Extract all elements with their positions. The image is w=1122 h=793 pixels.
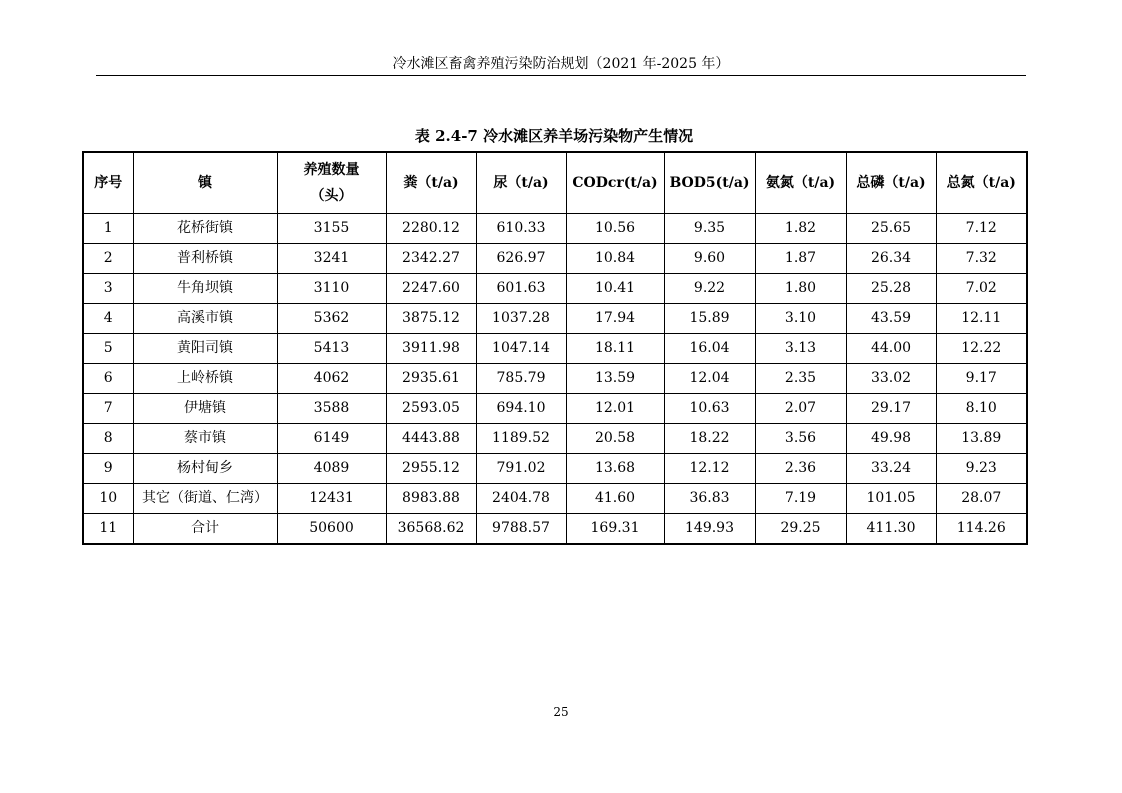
cell-count: 12431 <box>277 484 386 514</box>
cell-count: 3155 <box>277 214 386 244</box>
cell-ammonia: 3.56 <box>755 424 846 454</box>
cell-index: 3 <box>83 274 133 304</box>
cell-urine: 1189.52 <box>476 424 566 454</box>
cell-index: 5 <box>83 334 133 364</box>
cell-tp: 49.98 <box>846 424 936 454</box>
header-cell-tn: 总氮（t/a) <box>936 152 1027 214</box>
cell-town: 蔡市镇 <box>133 424 277 454</box>
cell-urine: 694.10 <box>476 394 566 424</box>
header-row <box>83 152 1027 214</box>
cell-count: 5413 <box>277 334 386 364</box>
table-row <box>83 274 1027 304</box>
cell-urine: 610.33 <box>476 214 566 244</box>
cell-town: 普利桥镇 <box>133 244 277 274</box>
cell-feces: 2247.60 <box>386 274 476 304</box>
cell-ammonia: 1.87 <box>755 244 846 274</box>
cell-town: 花桥街镇 <box>133 214 277 244</box>
cell-tp: 43.59 <box>846 304 936 334</box>
cell-index: 10 <box>83 484 133 514</box>
cell-codcr: 10.84 <box>566 244 664 274</box>
running-header: 冷水滩区畜禽养殖污染防治规划（2021 年-2025 年） <box>392 56 730 72</box>
cell-ammonia: 3.13 <box>755 334 846 364</box>
cell-feces: 3875.12 <box>386 304 476 334</box>
page-number: 25 <box>553 705 569 719</box>
cell-bod5: 9.60 <box>664 244 755 274</box>
cell-urine: 2404.78 <box>476 484 566 514</box>
cell-tp: 26.34 <box>846 244 936 274</box>
cell-count: 50600 <box>277 514 386 545</box>
cell-town: 其它（街道、仁湾） <box>133 484 277 514</box>
cell-urine: 601.63 <box>476 274 566 304</box>
cell-tp: 29.17 <box>846 394 936 424</box>
table-row <box>83 484 1027 514</box>
cell-count: 3241 <box>277 244 386 274</box>
cell-tp: 25.65 <box>846 214 936 244</box>
cell-codcr: 41.60 <box>566 484 664 514</box>
cell-tn: 12.22 <box>936 334 1027 364</box>
cell-index: 6 <box>83 364 133 394</box>
cell-town: 高溪市镇 <box>133 304 277 334</box>
header-cell-feces: 粪（t/a) <box>386 152 476 214</box>
cell-tn: 7.12 <box>936 214 1027 244</box>
cell-town: 牛角坝镇 <box>133 274 277 304</box>
header-cell-index: 序号 <box>83 152 133 214</box>
cell-urine: 791.02 <box>476 454 566 484</box>
cell-index: 9 <box>83 454 133 484</box>
cell-count: 3588 <box>277 394 386 424</box>
table-row <box>83 514 1027 545</box>
cell-codcr: 12.01 <box>566 394 664 424</box>
cell-town: 伊塘镇 <box>133 394 277 424</box>
cell-tp: 44.00 <box>846 334 936 364</box>
cell-feces: 2593.05 <box>386 394 476 424</box>
header-cell-ammonia: 氨氮（t/a) <box>755 152 846 214</box>
cell-bod5: 12.12 <box>664 454 755 484</box>
cell-urine: 9788.57 <box>476 514 566 545</box>
cell-codcr: 10.41 <box>566 274 664 304</box>
cell-feces: 8983.88 <box>386 484 476 514</box>
cell-bod5: 12.04 <box>664 364 755 394</box>
cell-ammonia: 1.82 <box>755 214 846 244</box>
cell-codcr: 169.31 <box>566 514 664 545</box>
table-row <box>83 334 1027 364</box>
table-row <box>83 304 1027 334</box>
cell-bod5: 16.04 <box>664 334 755 364</box>
cell-town: 杨村甸乡 <box>133 454 277 484</box>
cell-codcr: 13.59 <box>566 364 664 394</box>
table-row <box>83 244 1027 274</box>
cell-tn: 7.02 <box>936 274 1027 304</box>
cell-bod5: 15.89 <box>664 304 755 334</box>
cell-index: 8 <box>83 424 133 454</box>
cell-codcr: 17.94 <box>566 304 664 334</box>
cell-feces: 36568.62 <box>386 514 476 545</box>
table-row <box>83 424 1027 454</box>
cell-ammonia: 3.10 <box>755 304 846 334</box>
cell-count: 4062 <box>277 364 386 394</box>
cell-bod5: 149.93 <box>664 514 755 545</box>
header-rule <box>96 75 1026 76</box>
cell-bod5: 36.83 <box>664 484 755 514</box>
cell-index: 4 <box>83 304 133 334</box>
header-cell-bod5: BOD5(t/a) <box>664 152 755 214</box>
cell-urine: 1047.14 <box>476 334 566 364</box>
cell-ammonia: 2.07 <box>755 394 846 424</box>
cell-feces: 3911.98 <box>386 334 476 364</box>
cell-feces: 2342.27 <box>386 244 476 274</box>
cell-ammonia: 7.19 <box>755 484 846 514</box>
pollution-table <box>82 151 1028 545</box>
cell-count: 4089 <box>277 454 386 484</box>
cell-tn: 13.89 <box>936 424 1027 454</box>
cell-index: 2 <box>83 244 133 274</box>
cell-ammonia: 2.36 <box>755 454 846 484</box>
header-cell-tp: 总磷（t/a) <box>846 152 936 214</box>
cell-codcr: 18.11 <box>566 334 664 364</box>
cell-tp: 25.28 <box>846 274 936 304</box>
cell-bod5: 10.63 <box>664 394 755 424</box>
table-row <box>83 214 1027 244</box>
cell-codcr: 10.56 <box>566 214 664 244</box>
cell-feces: 2935.61 <box>386 364 476 394</box>
table-row <box>83 394 1027 424</box>
cell-town: 黄阳司镇 <box>133 334 277 364</box>
cell-town: 上岭桥镇 <box>133 364 277 394</box>
cell-urine: 626.97 <box>476 244 566 274</box>
table-caption: 表 2.4-7 冷水滩区养羊场污染物产生情况 <box>414 127 694 145</box>
table-row <box>83 364 1027 394</box>
table-row <box>83 454 1027 484</box>
cell-feces: 2280.12 <box>386 214 476 244</box>
cell-bod5: 9.35 <box>664 214 755 244</box>
cell-tp: 101.05 <box>846 484 936 514</box>
header-cell-town: 镇 <box>133 152 277 214</box>
cell-count: 5362 <box>277 304 386 334</box>
cell-count: 6149 <box>277 424 386 454</box>
cell-ammonia: 2.35 <box>755 364 846 394</box>
cell-tp: 411.30 <box>846 514 936 545</box>
cell-tn: 9.23 <box>936 454 1027 484</box>
cell-ammonia: 1.80 <box>755 274 846 304</box>
header-cell-codcr: CODcr(t/a) <box>566 152 664 214</box>
cell-tn: 7.32 <box>936 244 1027 274</box>
cell-tp: 33.02 <box>846 364 936 394</box>
cell-tn: 28.07 <box>936 484 1027 514</box>
cell-index: 7 <box>83 394 133 424</box>
cell-ammonia: 29.25 <box>755 514 846 545</box>
cell-town: 合计 <box>133 514 277 545</box>
cell-feces: 4443.88 <box>386 424 476 454</box>
cell-tn: 8.10 <box>936 394 1027 424</box>
header-cell-urine: 尿（t/a) <box>476 152 566 214</box>
cell-bod5: 18.22 <box>664 424 755 454</box>
cell-tn: 12.11 <box>936 304 1027 334</box>
cell-bod5: 9.22 <box>664 274 755 304</box>
cell-codcr: 20.58 <box>566 424 664 454</box>
cell-tn: 9.17 <box>936 364 1027 394</box>
header-cell-count <box>277 152 386 214</box>
cell-tp: 33.24 <box>846 454 936 484</box>
cell-feces: 2955.12 <box>386 454 476 484</box>
cell-count: 3110 <box>277 274 386 304</box>
cell-codcr: 13.68 <box>566 454 664 484</box>
cell-index: 11 <box>83 514 133 545</box>
cell-index: 1 <box>83 214 133 244</box>
cell-urine: 785.79 <box>476 364 566 394</box>
header-count-label: 养殖数量（头） <box>303 162 360 204</box>
table-body <box>83 214 1027 545</box>
cell-tn: 114.26 <box>936 514 1027 545</box>
cell-urine: 1037.28 <box>476 304 566 334</box>
